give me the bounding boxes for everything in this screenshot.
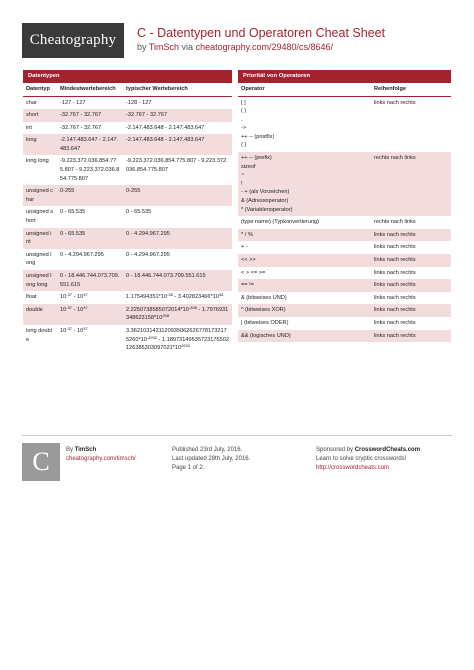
published-date: Published 23rd July, 2016. — [172, 447, 243, 453]
table-row — [238, 317, 451, 330]
order-cell: links nach rechts — [371, 304, 451, 317]
table-row — [238, 241, 451, 254]
typ-cell: $3.36210314311209350626267781732175260*10^{-4932} - 1.18973149535723176502126385303097021*10^{4932}$ — [123, 325, 232, 355]
footer-dates — [172, 446, 250, 473]
min-cell: -2.147.483.647 - 2.147.483.647 — [57, 134, 123, 155]
datentypen-panel — [23, 70, 232, 355]
table-row — [238, 330, 451, 343]
sponsor-name[interactable]: CrosswordCheats.com — [354, 447, 421, 453]
type-cell: unsigned short — [23, 206, 57, 227]
type-cell: double — [23, 304, 57, 325]
min-cell: -9.223.372.036.854.775.807 - 9.223.372.036.854.775.807 — [57, 155, 123, 185]
order-cell: links nach rechts — [371, 279, 451, 292]
min-cell: $10^{-37} - 10^{37}$ — [57, 304, 123, 325]
table-row — [23, 270, 232, 291]
order-cell: links nach rechts — [371, 267, 451, 280]
column-header: Mindestwertebereich — [57, 83, 123, 96]
typ-cell: 0 - 4.294.967.295 — [123, 228, 232, 249]
datentypen-table — [23, 83, 232, 355]
type-cell: float — [23, 291, 57, 304]
order-cell: links nach rechts — [371, 96, 451, 152]
min-cell: -32.767 - 32.767 — [57, 122, 123, 135]
table-row — [23, 304, 232, 325]
footer-author-name[interactable]: TimSch — [74, 447, 97, 453]
typ-cell: 0 - 65.535 — [123, 206, 232, 227]
footer-author-link[interactable]: cheatography.com/timsch/ — [66, 456, 136, 462]
typ-cell: -2.147.483.648 - 2.147.483.647 — [123, 122, 232, 135]
operator-cell: * / % — [238, 229, 371, 242]
typ-cell: 0 - 4.294.967.295 — [123, 249, 232, 270]
author-avatar[interactable] — [22, 443, 60, 481]
order-cell: links nach rechts — [371, 292, 451, 305]
operator-cell: < > <= >= — [238, 267, 371, 280]
min-cell: 0 - 65.535 — [57, 228, 123, 249]
type-cell: unsigned int — [23, 228, 57, 249]
table-row — [23, 291, 232, 304]
type-cell: char — [23, 96, 57, 109]
typ-cell: -2.147.483.648 - 2.147.483.647 — [123, 134, 232, 155]
operator-cell: ++ -- (prefix) sizeof ~ ! - + (als Vorzeichen) & (Adressoperator) * (Variablenoperator) — [238, 152, 371, 216]
type-cell: long long — [23, 155, 57, 185]
operator-cell: (type name) (Typkonvertierung) — [238, 216, 371, 229]
typ-cell: 0-255 — [123, 185, 232, 206]
order-cell: rechts nach links — [371, 152, 451, 216]
cheatography-logo[interactable]: Cheatography — [22, 23, 124, 58]
min-cell: $10^{-37} - 10^{37}$ — [57, 291, 123, 304]
by-label: By — [66, 447, 74, 453]
order-cell: links nach rechts — [371, 317, 451, 330]
table-row — [238, 292, 451, 305]
table-row — [238, 216, 451, 229]
min-cell: 0 - 4.294.967.295 — [57, 249, 123, 270]
author-link[interactable]: TimSch — [148, 42, 180, 52]
panel-heading: Priorität von Operatoren — [238, 70, 451, 83]
table-row — [23, 185, 232, 206]
table-row — [238, 254, 451, 267]
typ-cell: $2.2250738585072014*10^{-308} - 1.7976931348623158*10^{308}$ — [123, 304, 232, 325]
typ-cell: -9.223.372.036.854.775.807 - 9.223.372.036.854.775.807 — [123, 155, 232, 185]
column-header: Reihenfolge — [371, 83, 451, 96]
min-cell: $10^{-37} - 10^{37}$ — [57, 325, 123, 355]
table-row — [23, 325, 232, 355]
column-header: typischer Wertebereich — [123, 83, 232, 96]
operator-cell: + - — [238, 241, 371, 254]
table-row — [238, 96, 451, 152]
order-cell: links nach rechts — [371, 241, 451, 254]
by-prefix: by — [137, 42, 147, 52]
order-cell: links nach rechts — [371, 254, 451, 267]
type-cell: unsigned long — [23, 249, 57, 270]
operator-cell: == != — [238, 279, 371, 292]
type-cell: short — [23, 109, 57, 122]
table-row — [23, 96, 232, 109]
table-row — [23, 109, 232, 122]
footer-author — [66, 446, 136, 464]
sheet-url-link[interactable]: cheatography.com/29480/cs/8646/ — [195, 42, 334, 52]
type-cell: long double — [23, 325, 57, 355]
sponsor-prefix: Sponsored by — [316, 447, 354, 453]
type-cell: int — [23, 122, 57, 135]
column-header: Operator — [238, 83, 371, 96]
typ-cell: -32.767 - 32.767 — [123, 109, 232, 122]
table-row — [238, 229, 451, 242]
table-row — [23, 249, 232, 270]
table-row — [23, 122, 232, 135]
table-row — [238, 267, 451, 280]
min-cell: -32.767 - 32.767 — [57, 109, 123, 122]
type-cell: unsigned long long — [23, 270, 57, 291]
typ-cell: $1.175494351*10^{-38} - 3.402823466*10^{38}$ — [123, 291, 232, 304]
table-row — [23, 228, 232, 249]
avatar-letter: C — [32, 447, 50, 476]
type-cell: unsigned char — [23, 185, 57, 206]
sponsor-text: Learn to solve cryptic crosswords! — [316, 456, 407, 462]
min-cell: 0 - 18.446.744.073.709.551.615 — [57, 270, 123, 291]
byline — [137, 42, 333, 52]
operator-cell: [ ] ( ) . -> ++ -- (postfix) { } — [238, 96, 371, 152]
panel-heading: Datentypen — [23, 70, 232, 83]
page-title: C - Datentypen und Operatoren Cheat Sheet — [137, 26, 386, 40]
min-cell: 0 - 65.535 — [57, 206, 123, 227]
updated-date: Last updated 28th July, 2016. — [172, 456, 251, 462]
footer-divider — [22, 435, 452, 436]
table-row — [238, 279, 451, 292]
order-cell: rechts nach links — [371, 216, 451, 229]
operator-priority-panel — [238, 70, 451, 342]
min-cell: 0-255 — [57, 185, 123, 206]
operator-cell: & (bitweises UND) — [238, 292, 371, 305]
footer-sponsor — [316, 446, 420, 473]
operator-cell: && (logisches UND) — [238, 330, 371, 343]
type-cell: long — [23, 134, 57, 155]
table-row — [238, 152, 451, 216]
page-number: Page 1 of 2. — [172, 465, 205, 471]
table-row — [23, 155, 232, 185]
typ-cell: -128 - 127 — [123, 96, 232, 109]
table-row — [23, 134, 232, 155]
operator-table — [238, 83, 451, 342]
typ-cell: 0 - 18.446.744.073.709.551.615 — [123, 270, 232, 291]
sponsor-link[interactable]: http://crosswordcheats.com — [316, 465, 390, 471]
order-cell: links nach rechts — [371, 229, 451, 242]
table-row — [23, 206, 232, 227]
operator-cell: << >> — [238, 254, 371, 267]
order-cell: links nach rechts — [371, 330, 451, 343]
operator-cell: | (bitweises ODER) — [238, 317, 371, 330]
table-row — [238, 304, 451, 317]
min-cell: -127 - 127 — [57, 96, 123, 109]
operator-cell: ^ (bitweises XOR) — [238, 304, 371, 317]
column-header: Datentyp — [23, 83, 57, 96]
via-label: via — [181, 42, 194, 52]
